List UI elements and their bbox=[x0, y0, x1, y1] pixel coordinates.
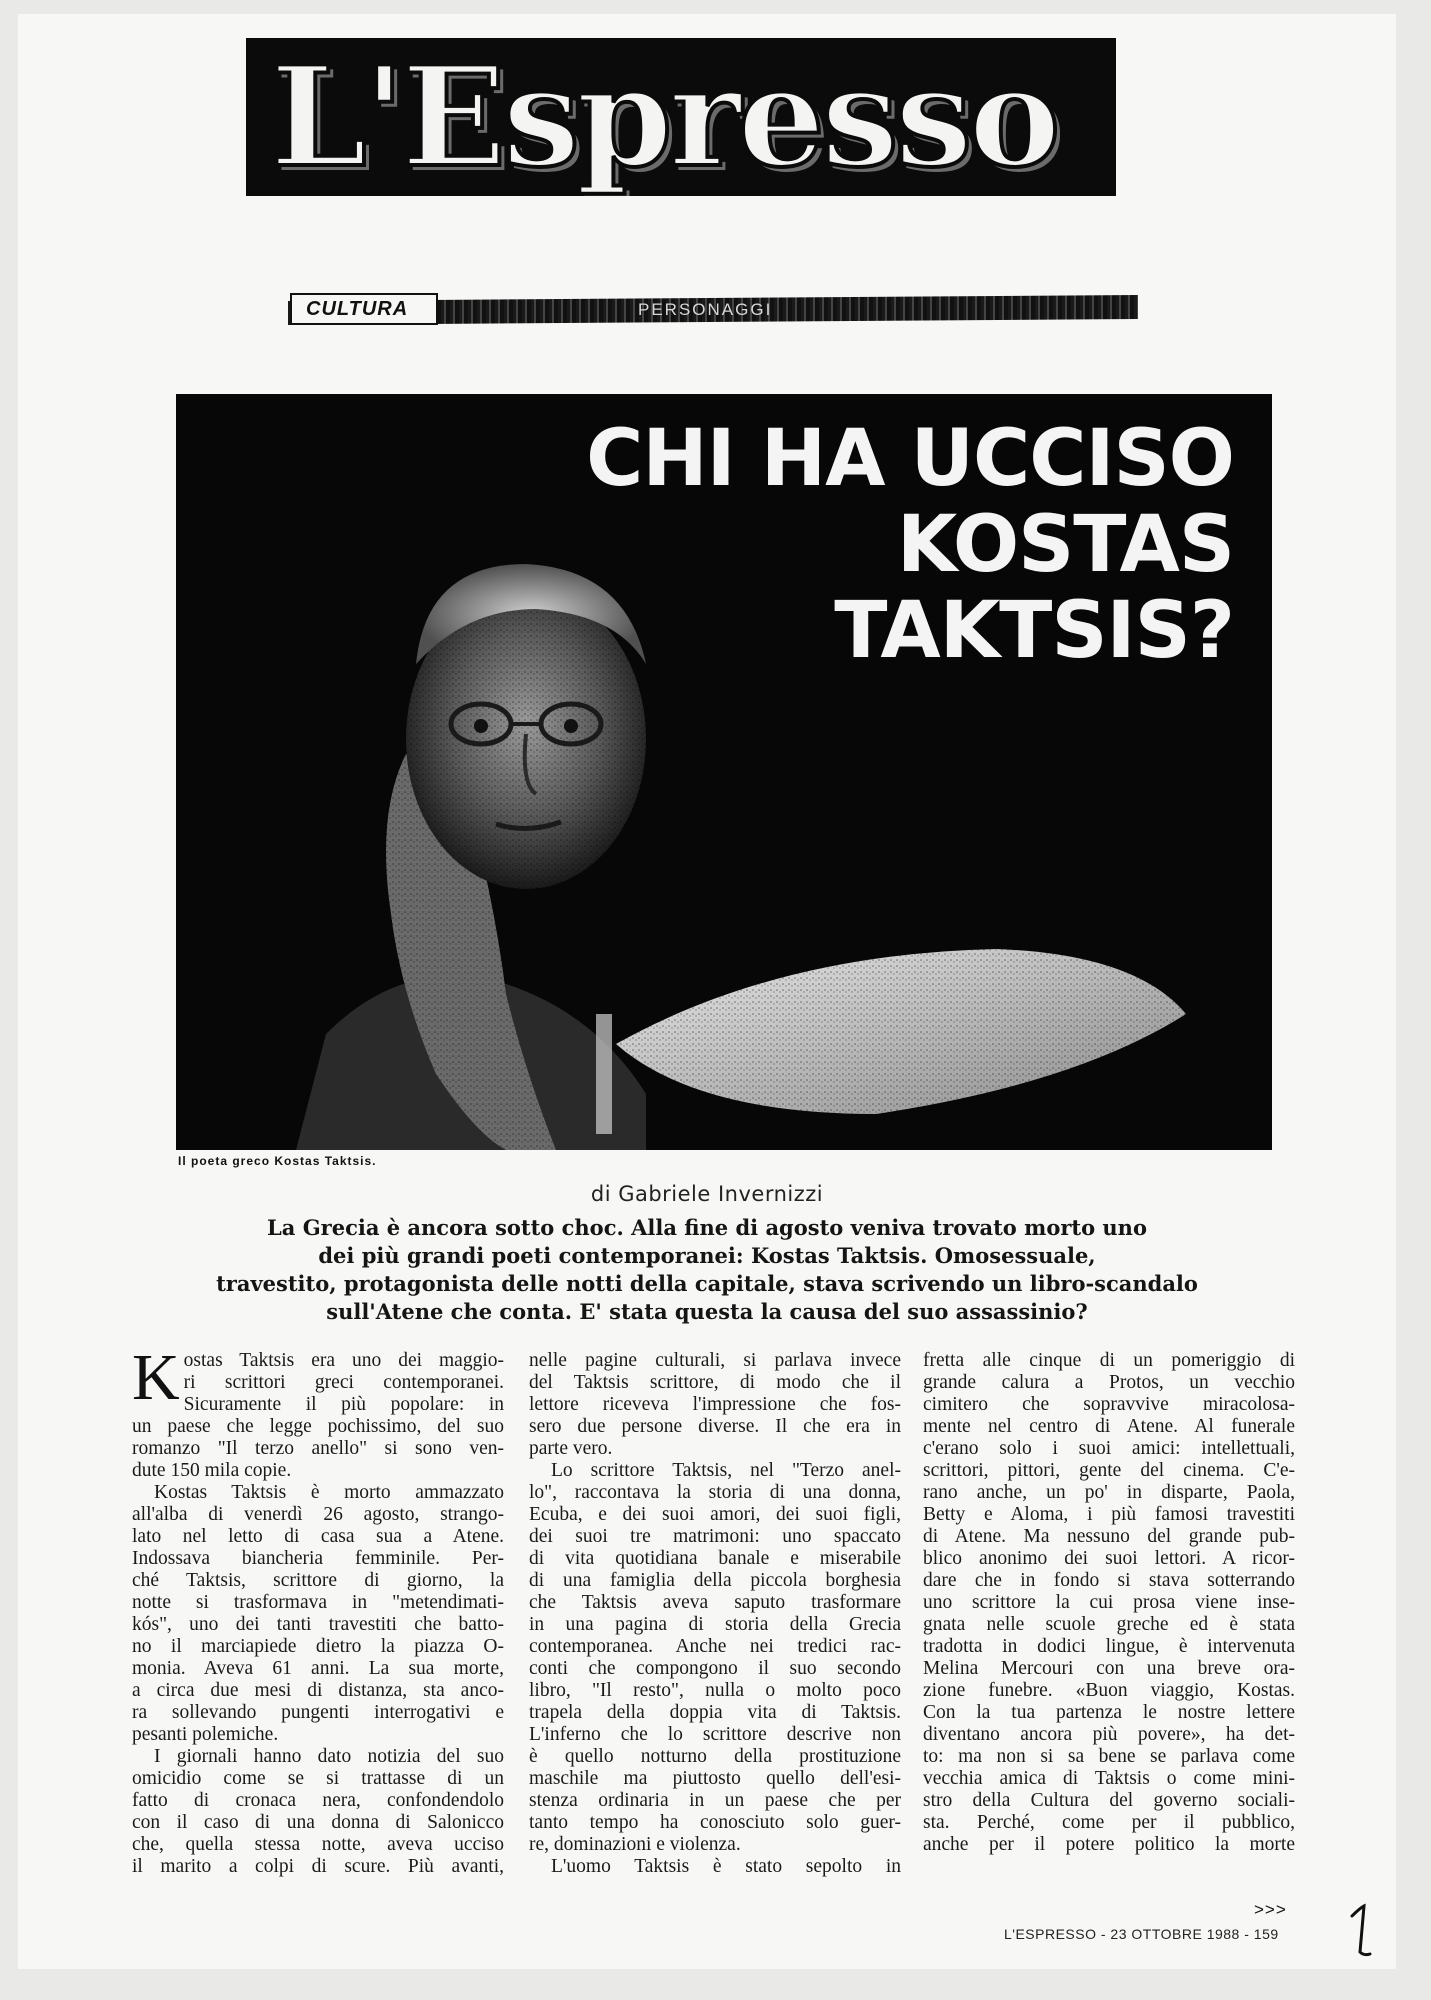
article-text-line: fretta alle cinque di un pomeriggio di bbox=[923, 1350, 1295, 1371]
section-label: CULTURA bbox=[290, 293, 438, 325]
continued-marker: >>> bbox=[1254, 1900, 1287, 1919]
headline-line-2: KOSTAS bbox=[896, 500, 1234, 590]
deck-line: sull'Atene che conta. E' stata questa la causa del suo assassinio? bbox=[326, 1299, 1088, 1324]
article-text-line: maschile ma piuttosto quello dell'esi- bbox=[529, 1768, 901, 1789]
column-2-lines bbox=[529, 1350, 901, 1878]
article-text-line: vecchia amica di Taktsis o come mini- bbox=[923, 1768, 1295, 1789]
article-text-line: gnata nelle scuole greche ed è stata bbox=[923, 1614, 1295, 1635]
article-text-line: fatto di cronaca nera, confondendolo bbox=[132, 1790, 504, 1811]
page-footer: L'ESPRESSO - 23 OTTOBRE 1988 - 159 bbox=[1004, 1926, 1279, 1942]
article-text-line: to: ma non si sa bene se parlava come bbox=[923, 1746, 1295, 1767]
article-text-line: cimitero che sopravvive miracolosa- bbox=[923, 1394, 1295, 1415]
article-text-line: nelle pagine culturali, si parlava invece bbox=[529, 1350, 901, 1371]
deck-line: dei più grandi poeti contemporanei: Kostas Taktsis. Omosessuale, bbox=[318, 1243, 1096, 1268]
article-text-line: Lo scrittore Taktsis, nel "Terzo anel- bbox=[551, 1460, 901, 1481]
article-text-line: con il caso di una donna di Salonicco bbox=[132, 1812, 504, 1833]
article-text-line: il marito a colpi di scure. Più avanti, bbox=[132, 1856, 504, 1877]
section-sublabel: PERSONAGGI bbox=[638, 300, 773, 319]
article-text-line: anche per il potere politico la morte bbox=[923, 1834, 1295, 1855]
article-text-line: I giornali hanno dato notizia del suo bbox=[154, 1746, 504, 1767]
article-text-line: Con la tua partenza le nostre lettere bbox=[923, 1702, 1295, 1723]
article-text-line: Ecuba, e dei suoi amori, dei suoi figli, bbox=[529, 1504, 901, 1525]
article-text-line: c'erano solo i suoi amici: intellettuali, bbox=[923, 1438, 1295, 1459]
article-text-line: dare che in fondo si stava sotterrando bbox=[923, 1570, 1295, 1591]
article-text-line: rano anche, un po' in disparte, Paola, bbox=[923, 1482, 1295, 1503]
article-text-line: di una famiglia della piccola borghesia bbox=[529, 1570, 901, 1591]
article-text-line: scrittori, pittori, gente del cinema. C'e- bbox=[923, 1460, 1295, 1481]
article-text-line: uno scrittore la cui prosa viene inse- bbox=[923, 1592, 1295, 1613]
article-headline bbox=[514, 416, 1234, 674]
masthead-logo bbox=[246, 38, 1116, 196]
article-text-line: Kostas Taktsis è morto ammazzato bbox=[154, 1482, 504, 1503]
article-text-line: sero due persone diverse. Il che era in bbox=[529, 1416, 901, 1437]
article-column-3 bbox=[923, 1350, 1295, 1856]
article-text-line: di Atene. Ma nessuno del grande pub- bbox=[923, 1526, 1295, 1547]
article-text-line: zione funebre. «Buon viaggio, Kostas. bbox=[923, 1680, 1295, 1701]
article-text-line: stro della Cultura del governo sociali- bbox=[923, 1790, 1295, 1811]
article-deck bbox=[148, 1214, 1266, 1326]
article-text-line: a circa due mesi di distanza, sta anco- bbox=[132, 1680, 504, 1701]
article-text-line: lettore riceveva l'impressione che fos- bbox=[529, 1394, 901, 1415]
article-text-line: che Taktsis aveva saputo trasformare bbox=[529, 1592, 901, 1613]
article-text-line: un paese che legge pochissimo, del suo bbox=[132, 1416, 504, 1437]
article-text-line: tradotta in dodici lingue, è intervenuta bbox=[923, 1636, 1295, 1657]
magazine-page bbox=[18, 14, 1396, 1969]
article-text-line: notte si trasformava in "metendimati- bbox=[132, 1592, 504, 1613]
article-column-1 bbox=[132, 1341, 504, 1878]
article-text-line: dei suoi tre matrimoni: uno spaccato bbox=[529, 1526, 901, 1547]
article-text-line: conti che compongono il suo secondo bbox=[529, 1658, 901, 1679]
article-text-line: ostas Taktsis era uno dei maggio- bbox=[183, 1350, 504, 1371]
article-text-line: parte vero. bbox=[529, 1438, 613, 1459]
article-text-line: kós", uno dei tanti travestiti che batto- bbox=[132, 1614, 504, 1635]
article-text-line: no il marciapiede dietro la piazza O- bbox=[132, 1636, 504, 1657]
article-text-line: libro, "Il resto", nulla o molto poco bbox=[529, 1680, 901, 1701]
article-text-line: in una pagina di storia della Grecia bbox=[529, 1614, 901, 1635]
headline-line-3: TAKTSIS? bbox=[834, 586, 1234, 676]
column-1-lines bbox=[132, 1341, 504, 1878]
article-text-line: trapela della doppia vita di Taktsis. bbox=[529, 1702, 901, 1723]
article-text-line: omicidio come se si trattasse di un bbox=[132, 1768, 504, 1789]
byline: di Gabriele Invernizzi bbox=[590, 1182, 824, 1206]
handwritten-page-number bbox=[1340, 1902, 1380, 1962]
article-text-line: mente nel centro di Atene. Al funerale bbox=[923, 1416, 1295, 1437]
drop-cap: K bbox=[132, 1341, 180, 1414]
article-text-line: è quello notturno della prostituzione bbox=[529, 1746, 901, 1767]
article-text-line: romanzo "Il terzo anello" si sono ven- bbox=[132, 1438, 504, 1459]
article-text-line: ra sollevando pungenti interrogativi e bbox=[132, 1702, 504, 1723]
article-text-line: pesanti polemiche. bbox=[132, 1724, 279, 1745]
article-text-line: grande calura a Protos, un vecchio bbox=[923, 1372, 1295, 1393]
article-text-line: lato nel letto di casa sua a Atene. bbox=[132, 1526, 504, 1547]
article-text-line: diventano ancora più povere», ha det- bbox=[923, 1724, 1295, 1745]
deck-line: travestito, protagonista delle notti della capitale, stava scrivendo un libro-scandalo bbox=[216, 1271, 1198, 1296]
article-text-line: Betty e Aloma, i più famosi travestiti bbox=[923, 1504, 1295, 1525]
article-text-line: L'uomo Taktsis è stato sepolto in bbox=[551, 1856, 901, 1877]
article-text-line: ri scrittori greci contemporanei. bbox=[183, 1372, 504, 1393]
article-column-2 bbox=[529, 1350, 901, 1878]
article-text-line: Sicuramente il più popolare: in bbox=[183, 1394, 504, 1415]
article-text-line: monia. Aveva 61 anni. La sua morte, bbox=[132, 1658, 504, 1679]
article-text-line: Melina Mercouri con una breve ora- bbox=[923, 1658, 1295, 1679]
article-text-line: del Taktsis scrittore, di modo che il bbox=[529, 1372, 901, 1393]
article-text-line: contemporanea. Anche nei tredici rac- bbox=[529, 1636, 901, 1657]
article-text-line: stenza ordinaria in un paese che per bbox=[529, 1790, 901, 1811]
article-text-line: ché Taktsis, scrittore di giorno, la bbox=[132, 1570, 504, 1591]
article-text-line: che, quella stessa notte, aveva ucciso bbox=[132, 1834, 504, 1855]
photo-caption: Il poeta greco Kostas Taktsis. bbox=[178, 1154, 377, 1168]
article-text-line: blico anonimo dei suoi lettori. A ricor- bbox=[923, 1548, 1295, 1569]
article-text-line: dute 150 mila copie. bbox=[132, 1460, 292, 1481]
article-text-line: all'alba di venerdì 26 agosto, strango- bbox=[132, 1504, 504, 1525]
article-text-line: lo", raccontava la storia di una donna, bbox=[529, 1482, 901, 1503]
column-3-lines bbox=[923, 1350, 1295, 1856]
article-text-line: Indossava biancheria femminile. Per- bbox=[132, 1548, 504, 1569]
headline-line-1: CHI HA UCCISO bbox=[586, 414, 1234, 504]
masthead-title: L'Espresso bbox=[270, 38, 1057, 196]
article-text-line: tanto tempo ha conosciuto solo guer- bbox=[529, 1812, 901, 1833]
deck-line: La Grecia è ancora sotto choc. Alla fine di agosto veniva trovato morto uno bbox=[267, 1215, 1147, 1240]
article-text-line: sta. Perché, come per il pubblico, bbox=[923, 1812, 1295, 1833]
article-text-line: L'inferno che lo scrittore descrive non bbox=[529, 1724, 901, 1745]
portrait-photo bbox=[176, 394, 1272, 1150]
article-text-line: re, dominazioni e violenza. bbox=[529, 1834, 741, 1855]
article-text-line: di vita quotidiana banale e miserabile bbox=[529, 1548, 901, 1569]
